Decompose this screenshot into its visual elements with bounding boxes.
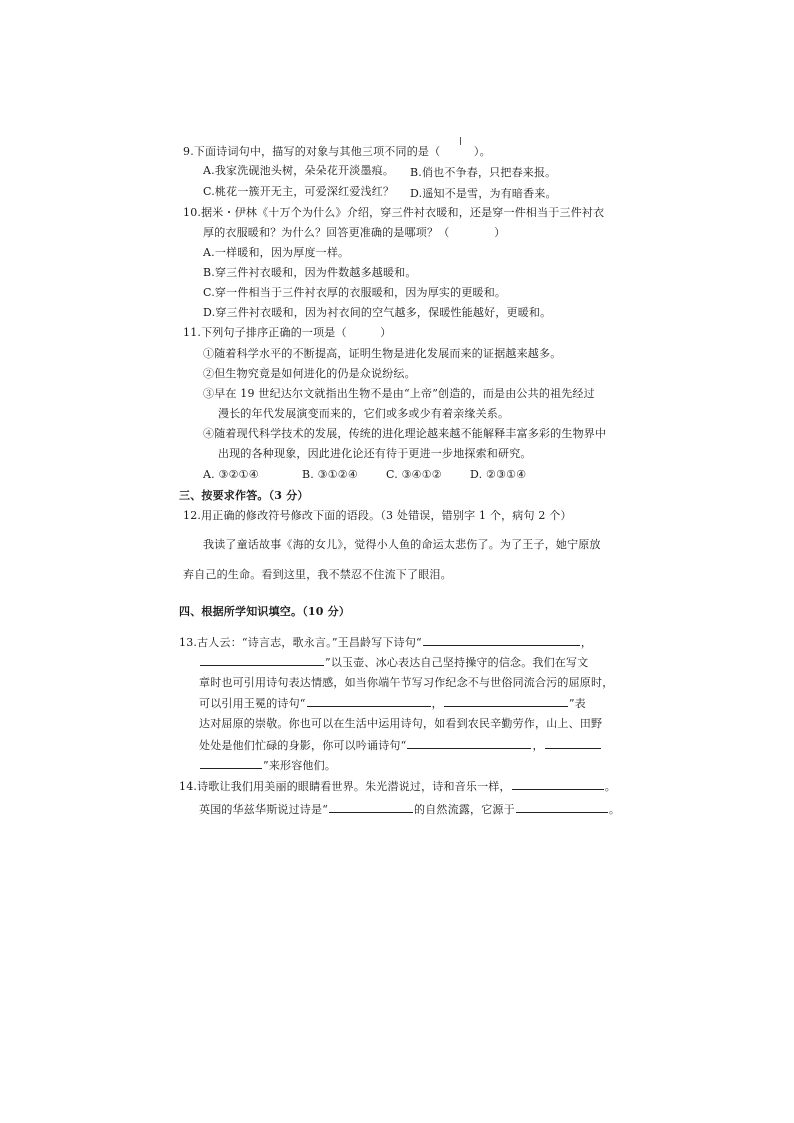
q13-line1 [179, 635, 592, 650]
q13-comma: ， [431, 697, 443, 710]
q9-option-d: D.遥知不是雪，为有暗香来。 [410, 187, 557, 200]
q13-line4-end: ”表 [568, 697, 586, 710]
answer-blank[interactable] [200, 758, 262, 769]
q14-line1 [179, 779, 616, 794]
q13-line4-text: 可以引用王冕的诗句“ [199, 697, 306, 710]
q11-sentence-4-line1: ④随着现代科学技术的发展，传统的进化理论越来越不能解释丰富多彩的生物界中 [203, 427, 607, 440]
q10-option-b: B.穿三件衬衣暖和，因为件数越多越暖和。 [203, 266, 417, 279]
q13-line2-text: ”以玉壶、冰心表达自己坚持操守的信念。我们在写文 [325, 656, 589, 669]
q9-stem: 9.下面诗词句中，描写的对象与其他三项不同的是（ ）。 [183, 145, 491, 158]
answer-blank[interactable] [307, 696, 431, 707]
q13-comma: ， [580, 636, 593, 649]
q10-stem-line2: 厚的衣服暖和？为什么？回答更准确的是哪项？（ ） [203, 226, 506, 239]
scan-mark [460, 137, 461, 145]
q14-line2 [199, 802, 620, 817]
q13-line3: 章时也可引用诗句表达情感，如当你端午节写习作纪念不与世俗同流合污的屈原时， [199, 676, 614, 689]
q12-passage-line2: 弃自己的生命。看到这里，我不禁忍不住流下了眼泪。 [183, 568, 452, 581]
answer-blank[interactable] [423, 635, 580, 646]
q14-line2-text: 英国的华兹华斯说过诗是“ [199, 803, 329, 816]
q12-stem: 12.用正确的修改符号修改下面的语段。（3 处错误，错别字 1 个，病句 2 个） [183, 509, 572, 522]
q14-period: 。 [608, 803, 621, 816]
q11-sentence-3-line1: ③早在 19 世纪达尔文就指出生物不是由“上帝”创造的，而是由公共的祖先经过 [203, 387, 595, 400]
q13-line7 [199, 758, 336, 773]
q14-line1-text: 14.诗歌让我们用美丽的眼睛看世界。朱光潜说过，诗和音乐一样， [179, 780, 511, 793]
section-4-title: 四、根据所学知识填空。（10 分） [179, 605, 351, 618]
answer-blank[interactable] [516, 802, 608, 813]
q13-intro-text: 13.古人云：“诗言志，歌永言。”王昌龄写下诗句“ [179, 636, 422, 649]
q11-sentence-2: ②但生物究竟是如何进化的仍是众说纷纭。 [203, 367, 416, 380]
q11-sentence-4-line2: 出现的各种现象，因此进化论还有待于更进一步地探索和研究。 [218, 447, 532, 460]
q14-line2-mid: 的自然流露，它源于 [414, 803, 515, 816]
q10-stem-line1: 10.据米・伊林《十万个为什么》介绍，穿三件衬衣暖和，还是穿一件相当于三件衬衣 [183, 206, 605, 219]
answer-blank[interactable] [329, 802, 413, 813]
answer-blank[interactable] [512, 779, 604, 790]
q9-option-b: B.俏也不争春，只把春来报。 [410, 166, 557, 179]
q9-option-c: C.桃花一簇开无主，可爱深红爱浅红？ [203, 185, 395, 198]
section-3-title: 三、按要求作答。（3 分） [179, 489, 309, 502]
q11-option-c: C. ③④①② [386, 468, 442, 481]
q11-option-b: B. ③①②④ [302, 468, 358, 481]
q11-sentence-1: ①随着科学水平的不断提高，证明生物是进化发展而来的证据越来越多。 [203, 347, 562, 360]
q10-option-d: D.穿三件衬衣暖和，因为衬衣间的空气越多，保暖性能越好，更暖和。 [203, 306, 552, 319]
answer-blank[interactable] [444, 696, 568, 707]
q13-line7-text: ”来形容他们。 [263, 759, 337, 772]
q11-stem: 11.下列句子排序正确的一项是（ ） [183, 326, 392, 339]
q13-comma: ， [532, 739, 544, 752]
q11-option-d: D. ②③①④ [470, 468, 527, 481]
q13-line5: 达对屈原的崇敬。你也可以在生活中运用诗句，如看到农民辛勤劳作，山上、田野 [199, 717, 603, 730]
answer-blank[interactable] [545, 738, 601, 749]
q9-option-a: A.我家洗砚池头树，朵朵花开淡墨痕。 [203, 164, 395, 177]
q10-option-c: C.穿一件相当于三件衬衣厚的衣服暖和，因为厚实的更暖和。 [203, 286, 507, 299]
answer-blank[interactable] [200, 655, 324, 666]
q13-line6 [199, 738, 602, 753]
q12-passage-line1: 我读了童话故事《海的女儿》，觉得小人鱼的命运太悲伤了。为了王子，她宁原放 [203, 538, 601, 551]
q11-option-a: A. ③②①④ [203, 468, 259, 481]
q13-line4 [199, 696, 586, 711]
answer-blank[interactable] [407, 738, 531, 749]
q10-option-a: A.一样暖和，因为厚度一样。 [203, 246, 350, 259]
q13-line2 [199, 655, 588, 670]
q13-line6-text: 处处是他们忙碌的身影，你可以吟诵诗句“ [199, 739, 407, 752]
q11-sentence-3-line2: 漫长的年代发展演变而来的，它们或多或少有着亲缘关系。 [218, 407, 510, 420]
q14-period: 。 [604, 780, 616, 793]
